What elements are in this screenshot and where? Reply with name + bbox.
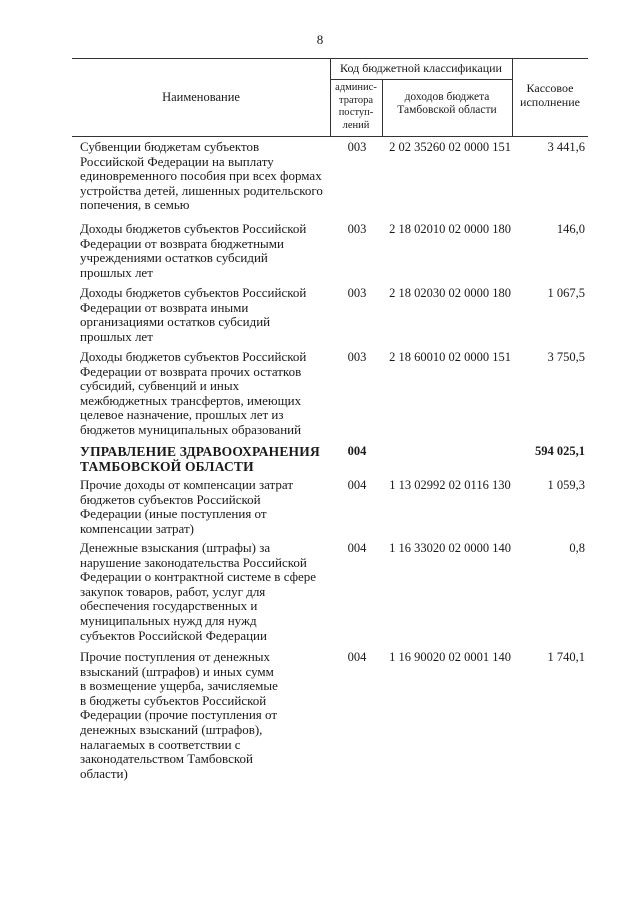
name-line: Российской Федерации на выплату bbox=[80, 153, 274, 169]
section-heading bbox=[80, 444, 325, 474]
name-line: бюджетов муниципальных образований bbox=[80, 421, 302, 437]
row-admin-code: 004 bbox=[347, 650, 367, 664]
row-name bbox=[80, 286, 325, 344]
admin-header-line: тратора bbox=[339, 94, 373, 106]
name-line: субъектов Российской Федерации bbox=[80, 627, 267, 643]
row-admin-code: 003 bbox=[347, 350, 367, 364]
name-line: Денежные взыскания (штрафы) за bbox=[80, 540, 271, 555]
row-income-code: 2 02 35260 02 0000 151 bbox=[389, 140, 511, 154]
row-admin-code: 004 bbox=[347, 478, 367, 492]
name-line: УПРАВЛЕНИЕ ЗДРАВООХРАНЕНИЯ bbox=[80, 444, 320, 459]
name-line: прошлых лет bbox=[80, 264, 153, 280]
admin-header-line: лений bbox=[342, 119, 370, 131]
name-line: Федерации от возврата прочих остатков bbox=[80, 363, 302, 379]
name-line: Прочие поступления от денежных bbox=[80, 649, 271, 664]
row-income-code: 2 18 02030 02 0000 180 bbox=[389, 286, 511, 300]
row-income-code: 1 13 02992 02 0116 130 bbox=[389, 478, 511, 492]
row-admin-code: 004 bbox=[347, 541, 367, 555]
row-name bbox=[80, 350, 325, 438]
row-name bbox=[80, 478, 325, 536]
row-name bbox=[80, 541, 325, 643]
row-admin-code: 004 bbox=[347, 444, 367, 458]
row-admin-code: 003 bbox=[347, 140, 367, 154]
cash-header-line: исполнение bbox=[520, 95, 580, 109]
name-line: Федерации (иные поступления от bbox=[80, 506, 267, 522]
row-amount: 3 750,5 bbox=[547, 350, 585, 364]
income-column-header bbox=[382, 91, 512, 117]
name-line: прошлых лет bbox=[80, 328, 153, 344]
name-line: закупок товаров, работ, услуг для bbox=[80, 583, 266, 599]
header-divider bbox=[330, 79, 512, 80]
name-line: единовременного пособия при всех формах bbox=[80, 168, 322, 184]
row-amount: 594 025,1 bbox=[535, 444, 585, 458]
name-line: денежных взысканий (штрафов), bbox=[80, 721, 263, 737]
row-amount: 1 067,5 bbox=[547, 286, 585, 300]
income-header-line: Тамбовской области bbox=[397, 104, 497, 116]
name-line: Доходы бюджетов субъектов Российской bbox=[80, 221, 307, 236]
row-amount: 3 441,6 bbox=[547, 140, 585, 154]
table-header bbox=[72, 58, 588, 137]
admin-column-header bbox=[330, 82, 382, 132]
name-line: Федерации о контрактной системе в сфере bbox=[80, 569, 317, 585]
name-line: Субвенции бюджетам субъектов bbox=[80, 139, 260, 154]
name-line: в возмещение ущерба, зачисляемые bbox=[80, 678, 278, 694]
name-line: целевое назначение, прошлых лет из bbox=[80, 407, 284, 423]
name-line: в бюджеты субъектов Российской bbox=[80, 692, 267, 708]
name-line: попечения, в семью bbox=[80, 197, 190, 213]
name-line: организациями остатков субсидий bbox=[80, 314, 271, 330]
cash-header-line: Кассовое bbox=[526, 81, 574, 95]
name-line: муниципальных нужд для нужд bbox=[80, 612, 257, 628]
name-line: нарушение законодательства Российской bbox=[80, 554, 307, 570]
row-name bbox=[80, 222, 325, 280]
row-income-code: 2 18 60010 02 0000 151 bbox=[389, 350, 511, 364]
name-line: бюджетов субъектов Российской bbox=[80, 491, 261, 507]
name-line: обеспечения государственных и bbox=[80, 598, 258, 614]
row-amount: 0,8 bbox=[569, 541, 585, 555]
name-column-header: Наименование bbox=[162, 90, 240, 104]
row-income-code: 2 18 02010 02 0000 180 bbox=[389, 222, 511, 236]
name-line: учреждениями остатков субсидий bbox=[80, 250, 268, 266]
name-line: устройства детей, лишенных родительского bbox=[80, 182, 323, 198]
admin-header-line: админис- bbox=[335, 82, 377, 93]
row-income-code: 1 16 90020 02 0001 140 bbox=[389, 650, 511, 664]
name-line: взысканий (штрафов) и иных сумм bbox=[80, 663, 274, 679]
row-name bbox=[80, 140, 325, 213]
cash-column-header bbox=[512, 81, 588, 109]
row-amount: 1 059,3 bbox=[547, 478, 585, 492]
budget-code-header: Код бюджетной классификации bbox=[340, 61, 502, 75]
name-line: налагаемых в соответствии с bbox=[80, 736, 241, 752]
name-line: Доходы бюджетов субъектов Российской bbox=[80, 285, 307, 300]
name-line: субсидий, субвенций и иных bbox=[80, 378, 240, 394]
page-number: 8 bbox=[316, 32, 324, 47]
name-line: Федерации от возврата бюджетными bbox=[80, 235, 284, 251]
name-line: Доходы бюджетов субъектов Российской bbox=[80, 349, 307, 364]
name-line: Федерации от возврата иными bbox=[80, 299, 249, 315]
name-line: Прочие доходы от компенсации затрат bbox=[80, 477, 294, 492]
admin-header-line: поступ- bbox=[338, 107, 374, 118]
row-amount: 146,0 bbox=[556, 222, 585, 236]
row-income-code: 1 16 33020 02 0000 140 bbox=[389, 541, 511, 555]
name-line: Федерации (прочие поступления от bbox=[80, 707, 278, 723]
name-line: компенсации затрат) bbox=[80, 520, 194, 536]
row-name bbox=[80, 650, 325, 781]
name-line: межбюджетных трансфертов, имеющих bbox=[80, 392, 302, 408]
row-amount: 1 740,1 bbox=[547, 650, 585, 664]
name-line: ТАМБОВСКОЙ ОБЛАСТИ bbox=[80, 459, 254, 474]
row-admin-code: 003 bbox=[347, 222, 367, 236]
income-header-line: доходов бюджета bbox=[404, 91, 490, 103]
name-line: законодательством Тамбовской bbox=[80, 751, 253, 767]
row-admin-code: 003 bbox=[347, 286, 367, 300]
name-line: области) bbox=[80, 765, 128, 781]
